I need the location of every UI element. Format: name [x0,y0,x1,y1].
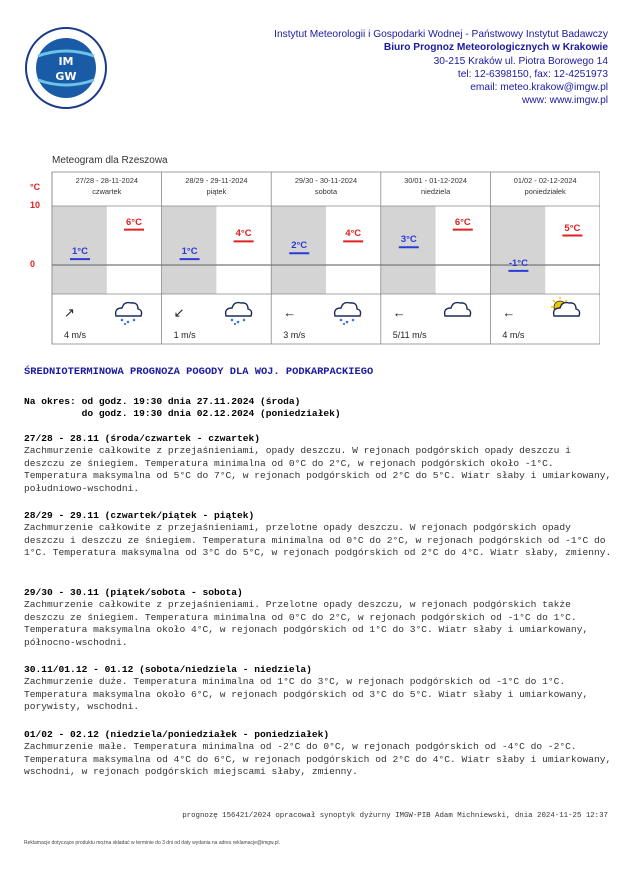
section-heading: 27/28 - 28.11 (środa/czwartek - czwartek) [24,433,261,444]
svg-text:IM: IM [58,55,74,68]
day-header [162,172,272,208]
forecast-section [24,664,614,714]
svg-text:GW: GW [55,70,77,83]
night-cell [381,206,436,294]
forecast-title: ŚREDNIOTERMINOWA PROGNOZA POGODY DLA WOJ. PODKARPACKIEGO [24,366,374,378]
wind-direction-icon: ← [392,305,406,320]
institute-address [274,28,608,108]
section-body: Zachmurzenie całkowite z przejaśnieniami. Przelotne opady deszczu, w rejonach podgórskich także deszczu ze śniegiem. Temperatura minimalna od 0°C do 2°C, w rejonach podgórskich od -1°C do 1°C. Temperatura maksymalna około 4°C, w rejonach podgórskich od 1°C do 3°C. Wiatr słaby i umiarkowany, północno-wschodni. [24,599,589,648]
wind-speed: 4 m/s [502,330,525,340]
wind-speed: 1 m/s [173,330,196,340]
day-date: 01/02 - 02-12-2024 [513,176,577,185]
wind-direction-icon: ← [283,305,297,320]
day-date: 30/01 - 01-12-2024 [404,176,468,185]
day-date: 27/28 - 28-11-2024 [75,176,138,185]
section-body: Zachmurzenie duże. Temperatura minimalna od 1°C do 3°C, w rejonach podgórskich od -1°C do 1°C. Temperatura maksymalna około 6°C, w rejonach podgórskich od 3°C do 5°C. Wiatr słaby i umiarkowany, porywisty, wschodni. [24,676,589,713]
meteogram-title: Meteogram dla Rzeszowa [52,155,168,166]
section-heading: 30.11/01.12 - 01.12 (sobota/niedziela - niedziela) [24,664,312,675]
day-date: 28/29 - 29-11-2024 [185,176,248,185]
forecast-section [24,729,614,779]
section-body: Zachmurzenie małe. Temperatura minimalna od -2°C do 0°C, w rejonach podgórskich od -4°C do -2°C. Temperatura maksymalna od 4°C do 6°C, w rejonach podgórskich od 2°C do 4°C. Wiatr słaby i umiarkowany, wschodni, w rejonach podgórskich miejscami słaby, zmienny. [24,741,612,778]
phone-fax: tel: 12-6398150, fax: 12-4251973 [457,68,608,80]
forecast-section [24,433,614,495]
temp-min: 2°C [291,240,308,252]
wind-speed: 4 m/s [64,330,87,340]
wind-direction-icon: ↙ [173,305,185,320]
temp-min: 1°C [181,246,198,258]
complaint-note: Reklamacje dotyczące produktu można składać w terminie do 3 dni od daty wydania na adres reklamacje@imgw.pl. [24,840,281,846]
day-header [271,172,381,208]
forecast-period [24,396,614,421]
temp-min: -1°C [508,257,528,269]
forecast-author: prognozę 156421/2024 opracował synoptyk dyżurny IMGW-PIB Adam Michniewski, dnia 2024-11-25 12:37 [182,812,608,820]
section-heading: 29/30 - 30.11 (piątek/sobota - sobota) [24,587,243,598]
day-of-week: piątek [206,187,227,196]
section-body: Zachmurzenie całkowite z przejaśnieniami, przelotne opady deszczu. W rejonach podgórskich opady deszczu i deszczu ze śniegiem. Temperatura minimalna od 0°C do 2°C, w rejonach podgórskich od -1°C do 1°C. Temperatura maksymalna od 3°C do 5°C, w rejonach podgórskich od 2°C do 4°C. Wiatr słaby, zmienny. [24,522,612,559]
wind-speed: 5/11 m/s [392,330,427,340]
day-header [52,172,162,208]
office-name: Biuro Prognoz Meteorologicznych w Krakowie [383,42,608,54]
cloud-rain-icon [220,296,254,326]
section-body: Zachmurzenie całkowite z przejaśnieniami, opady deszczu. W rejonach podgórskich opady deszczu i deszczu ze śniegiem. Temperatura minimalna od 0°C do 2°C, w rejonach podgórskich około -1°C. Temperatura maksymalna od 5°C do 7°C, w rejonach podgórskich od 2°C do 5°C. Wiatr słaby i umiarkowany, południowo-wschodni. [24,445,612,494]
wind-direction-icon: ← [502,305,516,320]
temp-max: 6°C [126,216,142,228]
day-of-week: niedziela [421,187,451,196]
temperature-unit: °C [30,182,41,192]
cloud-icon [439,296,473,326]
day-header [381,172,491,208]
temp-max: 6°C [454,216,471,228]
temp-max: 5°C [564,222,581,234]
tick-0: 0 [30,259,36,269]
period-from: Na okres: od godz. 19:30 dnia 27.11.2024 (środa) [24,396,301,407]
cloud-rain-icon [110,296,144,326]
day-of-week: czwartek [92,187,122,196]
temp-max: 4°C [235,228,252,240]
www-line: www: www.imgw.pl [521,95,608,107]
street-address: 30-215 Kraków ul. Piotra Borowego 14 [433,55,608,67]
forecast-section [24,587,614,649]
day-header [490,172,600,208]
temp-min: 3°C [400,234,417,246]
email-line: email: meteo.krakow@imgw.pl [470,82,608,94]
wind-direction-icon: ↗ [64,305,75,320]
day-of-week: poniedziałek [524,187,566,196]
section-heading: 28/29 - 29.11 (czwartek/piątek - piątek) [24,510,255,521]
temp-min: 1°C [72,246,88,258]
imgw-logo [24,26,108,110]
night-cell [490,206,545,294]
institute-name: Instytut Meteorologii i Gospodarki Wodnej - Państwowy Instytut Badawczy [274,29,608,40]
day-of-week: sobota [314,187,338,196]
cloud-rain-icon [329,296,363,326]
sun-cloud-icon [548,296,582,326]
forecast-section [24,510,614,560]
wind-speed: 3 m/s [283,330,306,340]
section-heading: 01/02 - 02.12 (niedziela/poniedziałek - poniedziałek) [24,729,330,740]
meteogram [24,170,600,346]
temp-max: 4°C [345,228,362,240]
day-date: 29/30 - 30-11-2024 [294,176,358,185]
period-to: do godz. 19:30 dnia 02.12.2024 (poniedziałek) [24,408,341,420]
tick-10: 10 [30,200,41,210]
